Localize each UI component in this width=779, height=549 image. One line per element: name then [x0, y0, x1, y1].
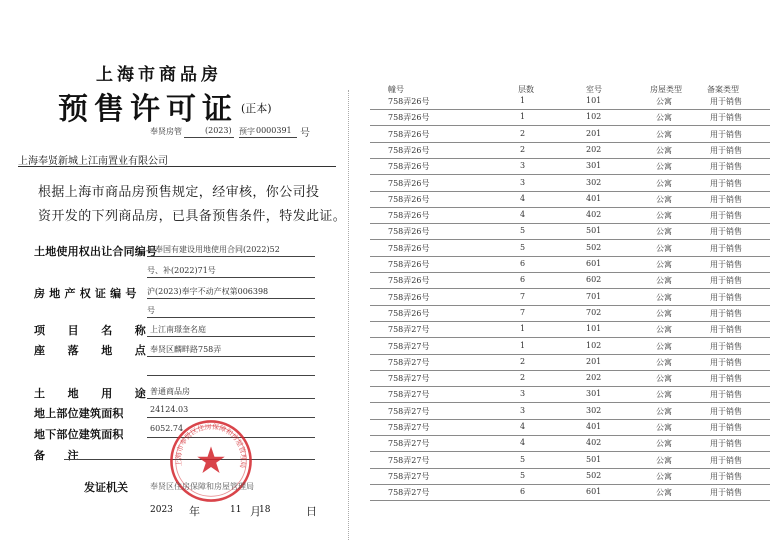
header-floor: 层数	[518, 85, 534, 94]
company-underline	[18, 166, 336, 167]
floor-cell: 4	[520, 438, 526, 448]
field-underline	[147, 375, 315, 376]
building-cell: 758弄26号	[388, 260, 430, 269]
building-cell: 758弄27号	[388, 357, 430, 367]
table-row	[370, 159, 770, 175]
building-cell: 758弄26号	[388, 211, 430, 221]
cert-number-underline-2	[239, 137, 297, 138]
cert-number-type: 预字	[239, 127, 255, 136]
building-cell: 758弄26号	[388, 227, 430, 237]
filing-type-cell: 用于销售	[710, 211, 742, 221]
date-year-unit: 年	[189, 505, 200, 518]
table-row	[370, 273, 770, 289]
house-type-cell: 公寓	[656, 423, 672, 432]
room-cell: 601	[586, 487, 602, 497]
table-row	[370, 143, 770, 159]
field-underline	[147, 298, 315, 299]
house-type-cell: 公寓	[656, 129, 672, 139]
floor-cell: 3	[520, 177, 526, 187]
header-building: 幢号	[388, 85, 404, 94]
building-cell: 758弄27号	[388, 488, 430, 498]
property-cert-value-2: 号	[147, 306, 155, 315]
table-row	[370, 208, 770, 224]
building-cell: 758弄26号	[388, 276, 430, 286]
filing-type-cell: 用于销售	[710, 325, 742, 335]
building-cell: 758弄26号	[388, 292, 430, 302]
room-cell: 202	[586, 373, 602, 383]
land-contract-value-1: 沪奉国有建设用地使用合同(2022)52	[147, 245, 280, 254]
filing-type-cell: 用于销售	[710, 113, 742, 123]
filing-type-cell: 用于销售	[710, 276, 742, 286]
floor-cell: 1	[520, 96, 526, 105]
building-cell: 758弄27号	[388, 423, 430, 432]
filing-type-cell: 用于销售	[710, 423, 742, 432]
seal-text: 上海市奉贤区住房保障和房屋管理局	[174, 422, 248, 469]
room-cell: 402	[586, 438, 602, 448]
intro-line-1: 根据上海市商品房预售规定，经审核，你公司投	[38, 185, 320, 200]
house-type-cell: 公寓	[656, 145, 672, 155]
filing-type-cell: 用于销售	[710, 308, 742, 318]
floor-cell: 6	[520, 275, 526, 285]
floor-cell: 6	[520, 259, 526, 268]
filing-type-cell: 用于销售	[710, 243, 742, 253]
floor-cell: 5	[520, 454, 526, 464]
field-underline	[147, 398, 315, 399]
room-cell: 202	[586, 144, 602, 154]
room-cell: 302	[586, 177, 602, 187]
floor-cell: 5	[520, 226, 526, 236]
room-cell: 102	[586, 340, 602, 350]
floor-cell: 6	[520, 487, 526, 497]
building-cell: 758弄26号	[388, 178, 430, 188]
certificate-title-top: 上海市商品房	[96, 65, 222, 85]
room-cell: 102	[586, 112, 602, 122]
table-row	[370, 290, 770, 306]
above-area-value: 24124.03	[150, 405, 189, 414]
header-house-type: 房屋类型	[650, 85, 682, 94]
house-type-cell: 公寓	[656, 308, 672, 318]
filing-type-cell: 用于销售	[710, 145, 742, 155]
table-row	[370, 241, 770, 257]
project-name-label: 项 目 名 称	[34, 324, 146, 337]
certificate-title-main: 预售许可证	[58, 92, 238, 127]
table-row	[370, 322, 770, 338]
project-name-value: 上江南璟奎名庭	[150, 325, 206, 334]
room-cell: 101	[586, 96, 602, 105]
land-contract-label: 土地使用权出让合同编号	[34, 245, 158, 258]
table-row	[370, 257, 770, 273]
floor-cell: 4	[520, 422, 526, 431]
filing-type-cell: 用于销售	[710, 227, 742, 237]
header-room: 室号	[586, 85, 602, 94]
cert-number-value: 0000391	[256, 126, 292, 135]
filing-type-cell: 用于销售	[710, 194, 742, 204]
floor-cell: 7	[520, 291, 526, 301]
house-type-cell: 公寓	[656, 341, 672, 351]
filing-type-cell: 用于销售	[710, 357, 742, 367]
date-day-unit: 日	[306, 505, 317, 518]
building-cell: 758弄26号	[388, 129, 430, 139]
house-type-cell: 公寓	[656, 439, 672, 449]
table-row	[370, 224, 770, 240]
filing-type-cell: 用于销售	[710, 260, 742, 269]
building-cell: 758弄26号	[388, 97, 430, 106]
land-use-value: 普通商品房	[150, 387, 190, 396]
floor-cell: 5	[520, 470, 526, 480]
above-area-label: 地上部位建筑面积	[34, 407, 124, 420]
house-type-cell: 公寓	[656, 471, 672, 481]
house-type-cell: 公寓	[656, 227, 672, 237]
building-cell: 758弄27号	[388, 341, 430, 351]
room-cell: 401	[586, 422, 602, 431]
house-type-cell: 公寓	[656, 292, 672, 302]
date-month-unit: 月	[250, 505, 261, 518]
company-name: 上海奉贤新城上江南置业有限公司	[18, 156, 168, 167]
cert-number-underline	[184, 137, 234, 138]
house-type-cell: 公寓	[656, 455, 672, 465]
table-row	[370, 453, 770, 469]
house-type-cell: 公寓	[656, 488, 672, 498]
date-month: 11	[230, 505, 242, 515]
house-type-cell: 公寓	[656, 406, 672, 416]
building-cell: 758弄27号	[388, 406, 430, 416]
house-type-cell: 公寓	[656, 276, 672, 286]
house-type-cell: 公寓	[656, 243, 672, 253]
land-use-label: 土 地 用 途	[34, 387, 146, 400]
floor-cell: 7	[520, 307, 526, 317]
building-cell: 758弄27号	[388, 455, 430, 465]
floor-cell: 3	[520, 389, 526, 399]
building-cell: 758弄27号	[388, 325, 430, 335]
house-type-cell: 公寓	[656, 211, 672, 221]
floor-cell: 2	[520, 373, 526, 383]
room-cell: 302	[586, 405, 602, 415]
floor-cell: 4	[520, 193, 526, 203]
intro-line-2: 资开发的下列商品房，已具备预售条件，特发此证。	[38, 209, 347, 224]
house-type-cell: 公寓	[656, 390, 672, 400]
filing-type-cell: 用于销售	[710, 97, 742, 106]
field-underline	[147, 256, 315, 257]
room-cell: 501	[586, 226, 602, 236]
room-cell: 301	[586, 161, 602, 171]
room-cell: 401	[586, 193, 602, 203]
row-rule	[370, 500, 770, 501]
room-cell: 301	[586, 389, 602, 399]
filing-type-cell: 用于销售	[710, 178, 742, 188]
cert-number-prefix: 奉贤房管	[150, 127, 182, 136]
below-area-label: 地下部位建筑面积	[34, 428, 124, 441]
cert-number-year: (2023)	[205, 126, 232, 135]
house-type-cell: 公寓	[656, 113, 672, 123]
building-cell: 758弄27号	[388, 439, 430, 449]
land-contract-value-2: 号、补(2022)71号	[147, 266, 216, 275]
building-cell: 758弄26号	[388, 162, 430, 172]
field-underline	[147, 336, 315, 337]
room-cell: 402	[586, 210, 602, 220]
building-cell: 758弄27号	[388, 374, 430, 384]
building-cell: 758弄26号	[388, 113, 430, 123]
filing-type-cell: 用于销售	[710, 129, 742, 139]
table-row	[370, 306, 770, 322]
issuer-label: 发证机关	[84, 481, 128, 494]
room-cell: 501	[586, 454, 602, 464]
room-cell: 502	[586, 470, 602, 480]
room-cell: 502	[586, 242, 602, 252]
house-type-cell: 公寓	[656, 178, 672, 188]
remarks-label: 备 注	[34, 449, 79, 462]
floor-cell: 1	[520, 112, 526, 122]
room-cell: 201	[586, 128, 602, 138]
certificate-title-suffix: (正本)	[241, 102, 272, 115]
filing-type-cell: 用于销售	[710, 162, 742, 172]
page-divider	[348, 90, 349, 540]
table-row	[370, 436, 770, 452]
floor-cell: 1	[520, 340, 526, 350]
building-cell: 758弄26号	[388, 308, 430, 318]
building-cell: 758弄27号	[388, 390, 430, 400]
table-row	[370, 469, 770, 485]
floor-cell: 1	[520, 324, 526, 334]
filing-type-cell: 用于销售	[710, 390, 742, 400]
issuer-value: 奉贤区住房保障和房屋管理局	[150, 482, 254, 491]
field-underline	[147, 277, 315, 278]
filing-type-cell: 用于销售	[710, 488, 742, 498]
house-type-cell: 公寓	[656, 374, 672, 384]
table-row	[370, 94, 770, 110]
floor-cell: 2	[520, 128, 526, 138]
filing-type-cell: 用于销售	[710, 471, 742, 481]
table-row	[370, 485, 770, 501]
below-area-value: 6052.74	[150, 424, 184, 433]
property-cert-value-1: 沪(2023)奉字不动产权第006398	[147, 287, 269, 296]
house-type-cell: 公寓	[656, 194, 672, 204]
table-row	[370, 420, 770, 436]
date-day: 18	[259, 505, 271, 515]
table-row	[370, 176, 770, 192]
floor-cell: 3	[520, 161, 526, 171]
room-cell: 702	[586, 307, 602, 317]
field-underline	[147, 317, 315, 318]
property-cert-label: 房 地 产 权 证 编 号	[34, 287, 137, 300]
cert-number-suffix: 号	[300, 128, 310, 139]
house-type-cell: 公寓	[656, 97, 672, 106]
filing-type-cell: 用于销售	[710, 292, 742, 302]
table-row	[370, 355, 770, 371]
table-row	[370, 387, 770, 403]
location-label: 座 落 地 点	[34, 344, 146, 357]
room-cell: 602	[586, 275, 602, 285]
room-cell: 701	[586, 291, 602, 301]
room-cell: 101	[586, 324, 602, 334]
location-value: 奉贤区麟畔路758弄	[150, 345, 222, 354]
table-row	[370, 110, 770, 126]
floor-cell: 2	[520, 356, 526, 366]
room-cell: 201	[586, 356, 602, 366]
date-year: 2023	[150, 505, 173, 515]
table-row	[370, 339, 770, 355]
house-type-cell: 公寓	[656, 357, 672, 367]
filing-type-cell: 用于销售	[710, 374, 742, 384]
room-cell: 601	[586, 259, 602, 268]
house-type-cell: 公寓	[656, 325, 672, 335]
table-row	[370, 192, 770, 208]
house-type-cell: 公寓	[656, 162, 672, 172]
house-type-cell: 公寓	[656, 260, 672, 269]
floor-cell: 3	[520, 405, 526, 415]
building-cell: 758弄26号	[388, 145, 430, 155]
floor-cell: 5	[520, 242, 526, 252]
filing-type-cell: 用于销售	[710, 341, 742, 351]
building-cell: 758弄27号	[388, 471, 430, 481]
header-filing-type: 备案类型	[707, 85, 739, 94]
table-row	[370, 371, 770, 387]
filing-type-cell: 用于销售	[710, 406, 742, 416]
building-cell: 758弄26号	[388, 194, 430, 204]
filing-type-cell: 用于销售	[710, 439, 742, 449]
field-underline	[147, 356, 315, 357]
building-cell: 758弄26号	[388, 243, 430, 253]
floor-cell: 4	[520, 210, 526, 220]
filing-type-cell: 用于销售	[710, 455, 742, 465]
floor-cell: 2	[520, 144, 526, 154]
table-row	[370, 127, 770, 143]
table-row	[370, 404, 770, 420]
